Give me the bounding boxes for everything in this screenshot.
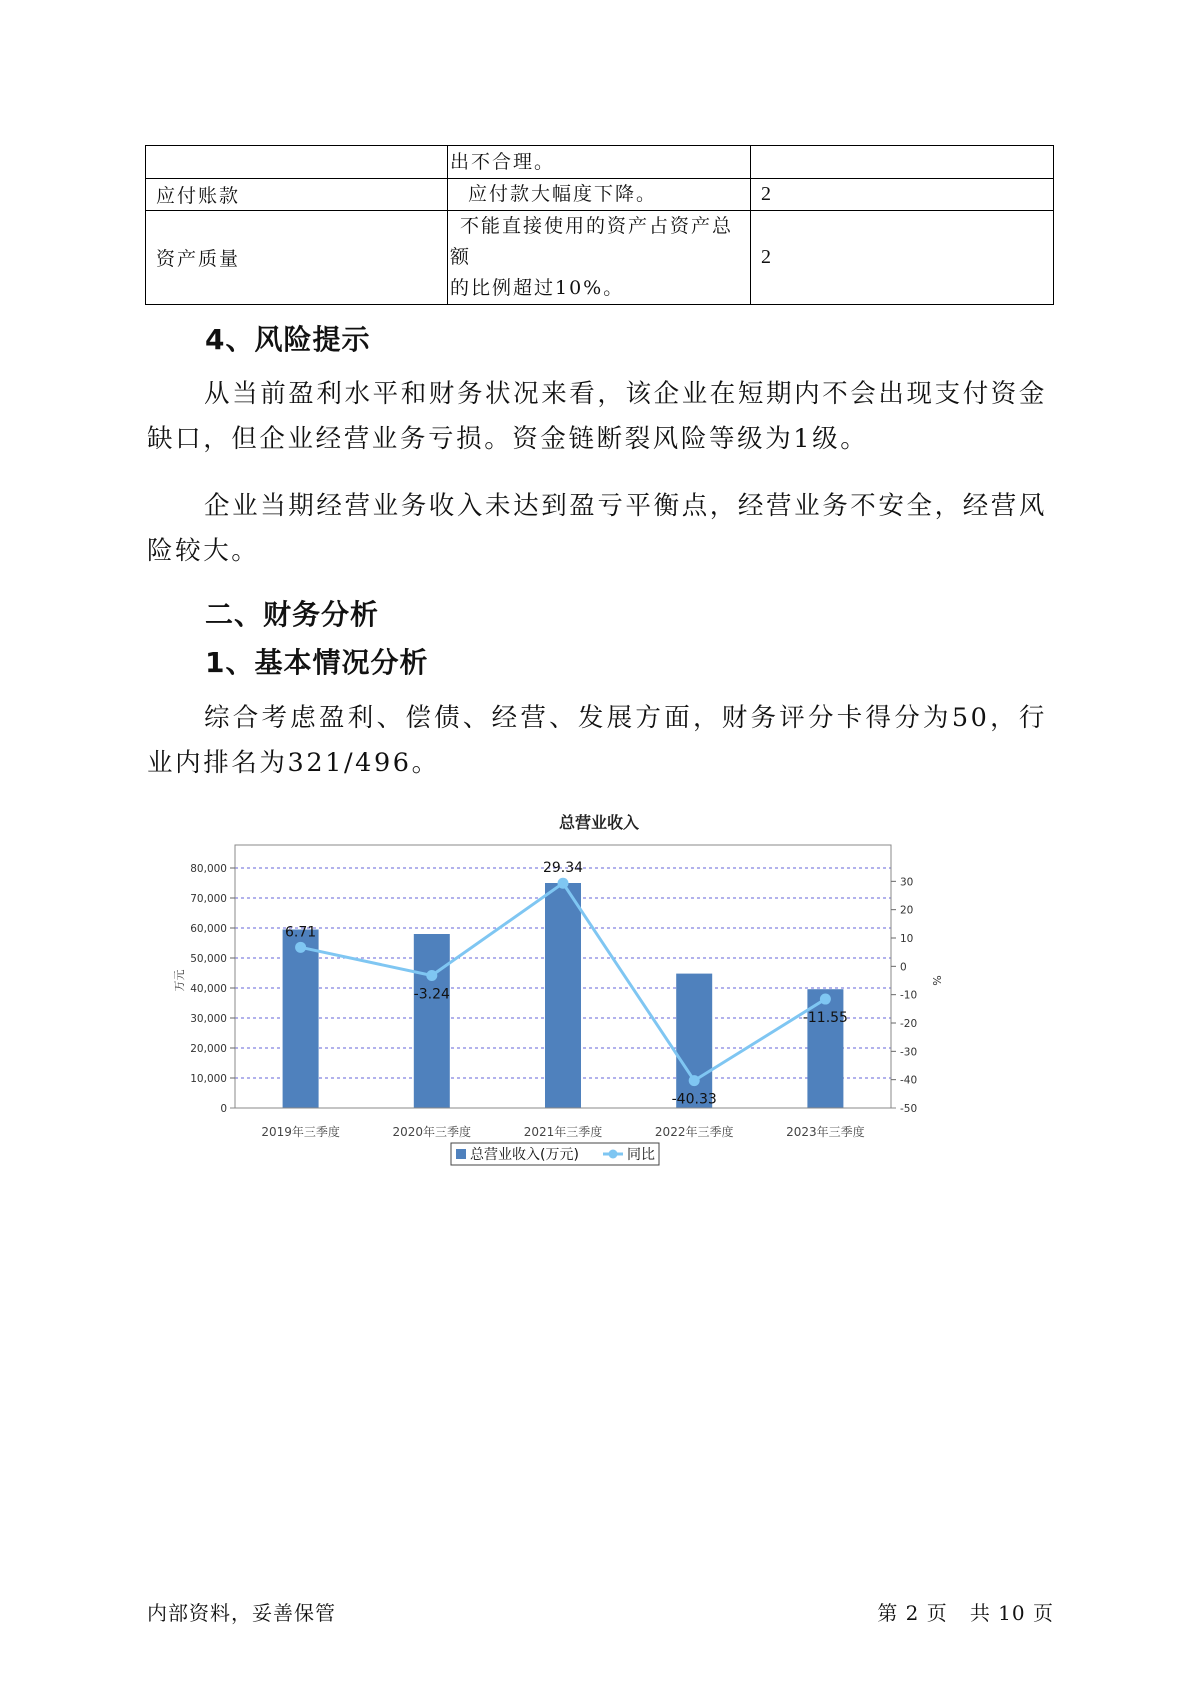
- bar: [414, 934, 450, 1108]
- chart-bars: [283, 883, 844, 1108]
- footer-note: 内部资料，妥善保管: [147, 1601, 336, 1625]
- risk-item: [146, 146, 448, 179]
- data-label: 6.71: [285, 924, 317, 941]
- yoy-point: [426, 970, 437, 981]
- y2-tick-label: 0: [900, 961, 907, 974]
- y2-tick-label: 10: [900, 933, 914, 945]
- bar: [676, 974, 712, 1108]
- bar: [283, 930, 319, 1109]
- y-tick-label: 50,000: [190, 953, 227, 965]
- subsection-title: 1、基本情况分析: [205, 646, 429, 679]
- x-tick-label: 2019年三季度: [261, 1125, 340, 1139]
- y-tick-label: 0: [220, 1103, 227, 1115]
- y2-tick-label: -30: [900, 1046, 918, 1059]
- paragraph: 企业当期经营业务收入未达到盈亏平衡点，经营业务不安全，经营风险较大。: [147, 491, 1048, 566]
- risk-condition-line: 的比例超过10%。: [450, 277, 625, 299]
- x-tick-label: 2021年三季度: [523, 1125, 603, 1139]
- risk-item: 资产质量: [146, 211, 448, 305]
- y2-tick-label: -20: [900, 1018, 918, 1030]
- data-label: -40.33: [671, 1091, 717, 1108]
- data-label: 29.34: [542, 860, 584, 877]
- risk-condition-line: 不能直接使用的资产占资产总额: [450, 215, 734, 268]
- legend-swatch-point: [609, 1150, 618, 1159]
- table-row: [146, 211, 1054, 305]
- page-number: 第 2 页 共 10 页: [877, 1601, 1054, 1625]
- y2-tick-label: 20: [900, 904, 914, 917]
- yoy-point: [820, 994, 831, 1005]
- legend-swatch-bar: [456, 1149, 466, 1159]
- revenue-chart: [175, 808, 1055, 1268]
- chart-title: 总营业收入: [558, 813, 640, 832]
- paragraph: 综合考虑盈利、偿债、经营、发展方面，财务评分卡得分为50，行业内排名为321/496。: [147, 703, 1047, 778]
- y2-axis-title: %: [931, 975, 944, 986]
- y2-tick-label: 30: [900, 876, 914, 889]
- y-tick-label: 80,000: [190, 863, 227, 875]
- y-tick-label: 70,000: [190, 893, 227, 905]
- risk-condition: 出不合理。: [448, 146, 751, 179]
- bar: [545, 883, 581, 1108]
- risk-condition: [448, 211, 751, 305]
- y-tick-label: 20,000: [190, 1043, 227, 1055]
- section-title-risk: 4、风险提示: [205, 323, 371, 356]
- y2-tick-label: -40: [900, 1074, 918, 1087]
- y-tick-label: 10,000: [190, 1073, 227, 1085]
- data-label: -11.55: [802, 1010, 848, 1027]
- risk-item: 应付账款: [146, 179, 448, 211]
- table-row: [146, 146, 1054, 179]
- x-tick-label: 2023年三季度: [786, 1125, 865, 1139]
- y2-tick-label: -50: [900, 1103, 918, 1115]
- y-tick-label: 30,000: [190, 1013, 227, 1025]
- risk-condition: 应付款大幅度下降。: [448, 179, 751, 211]
- x-tick-label: 2020年三季度: [392, 1125, 472, 1139]
- data-label: -3.24: [413, 986, 450, 1003]
- legend-label: 同比: [627, 1147, 655, 1163]
- x-tick-label: 2022年三季度: [654, 1125, 734, 1139]
- risk-score: 2: [751, 211, 1054, 305]
- y-tick-label: 60,000: [190, 923, 227, 935]
- legend-label: 总营业收入(万元): [470, 1147, 579, 1163]
- section-title-finance: 二、财务分析: [205, 598, 380, 631]
- paragraph: 从当前盈利水平和财务状况来看，该企业在短期内不会出现支付资金缺口，但企业经营业务亏损。资金链断裂风险等级为1级。: [147, 379, 1048, 454]
- y-tick-label: 40,000: [190, 983, 227, 995]
- chart-legend: [451, 1143, 659, 1165]
- table-row: [146, 179, 1054, 211]
- risk-table: [145, 145, 1054, 305]
- yoy-point: [689, 1075, 700, 1086]
- y-axis-title: 万元: [173, 969, 186, 992]
- y2-tick-label: -10: [900, 989, 918, 1002]
- risk-score: 2: [751, 179, 1054, 211]
- risk-score: [751, 146, 1054, 179]
- yoy-point: [295, 942, 306, 953]
- yoy-point: [558, 878, 569, 889]
